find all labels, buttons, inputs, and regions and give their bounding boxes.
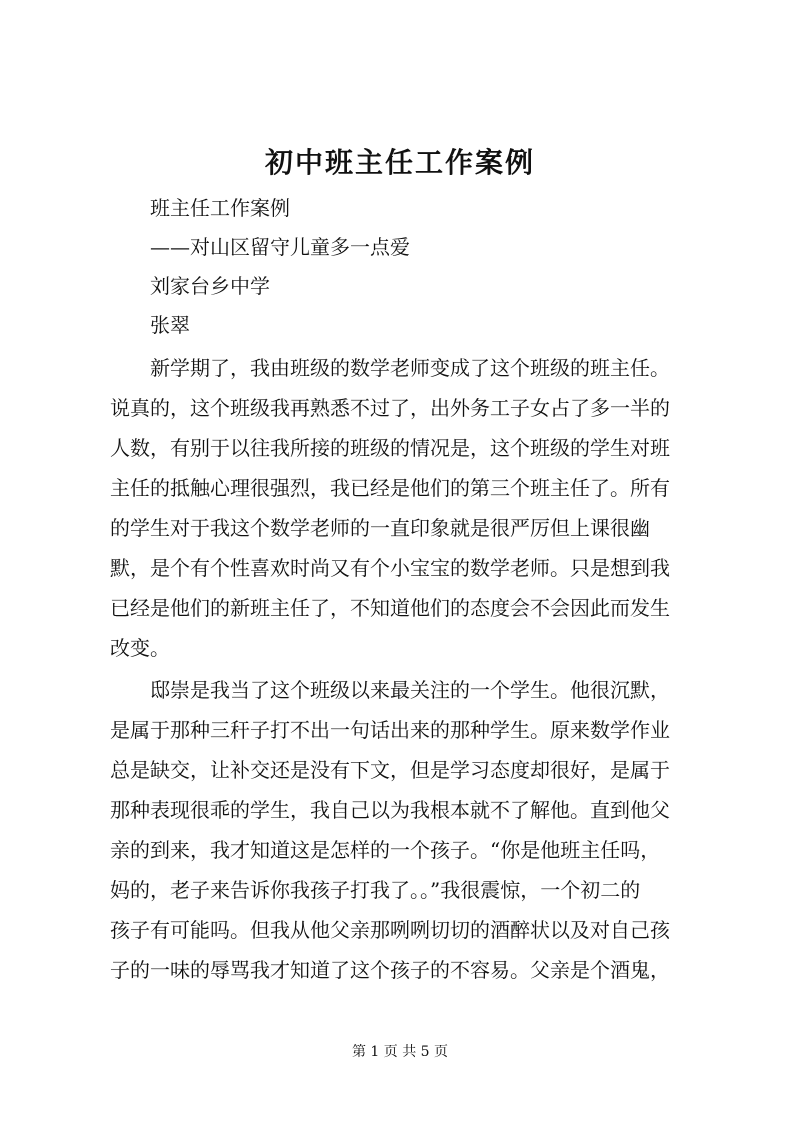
paragraph-line: 说真的，这个班级我再熟悉不过了，出外务工子女占了多一半的: [110, 396, 670, 420]
paragraph-line: 新学期了，我由班级的数学老师变成了这个班级的班主任。: [150, 356, 670, 380]
paragraph-line: 孩子有可能吗。但我从他父亲那咧咧切切的酒醉状以及对自己孩: [110, 918, 670, 942]
paragraph-line: 子的一味的辱骂我才知道了这个孩子的不容易。父亲是个酒鬼，: [110, 958, 670, 982]
paragraph-line: 主任的抵触心理很强烈，我已经是他们的第三个班主任了。所有: [110, 476, 670, 500]
paragraph-line: 那种表现很乖的学生，我自己以为我根本就不了解他。直到他父: [110, 798, 670, 822]
paragraph-line: 总是缺交，让补交还是没有下文，但是学习态度却很好，是属于: [110, 758, 670, 782]
paragraph-line: 邸崇是我当了这个班级以来最关注的一个学生。他很沉默，: [150, 678, 670, 702]
paragraph-line: 是属于那种三秆子打不出一句话出来的那种学生。原来数学作业: [110, 718, 670, 742]
paragraph-1: [110, 348, 710, 668]
paragraph-line: 已经是他们的新班主任了，不知道他们的态度会不会因此而发生: [110, 596, 670, 620]
paragraph-2: [110, 670, 710, 990]
case-subtitle: ——对山区留守儿童多一点爱: [150, 235, 410, 259]
paragraph-line: 改变。: [110, 636, 170, 660]
paragraph-line: 亲的到来，我才知道这是怎样的一个孩子。“你是他班主任吗，: [110, 838, 661, 862]
author-name: 张翠: [150, 313, 190, 337]
page-footer: 第 1 页 共 5 页: [351, 1044, 449, 1060]
paragraph-line: 默，是个有个性喜欢时尚又有个小宝宝的数学老师。只是想到我: [110, 556, 670, 580]
case-title: 班主任工作案例: [150, 196, 290, 220]
paragraph-line: 妈的，老子来告诉你我孩子打我了。。”我很震惊，一个初二的: [110, 878, 641, 902]
paragraph-line: 人数，有别于以往我所接的班级的情况是，这个班级的学生对班: [110, 436, 670, 460]
document-title: 初中班主任工作案例: [264, 146, 535, 179]
school-name: 刘家台乡中学: [150, 274, 270, 298]
paragraph-line: 的学生对于我这个数学老师的一直印象就是很严厉但上课很幽: [110, 516, 650, 540]
